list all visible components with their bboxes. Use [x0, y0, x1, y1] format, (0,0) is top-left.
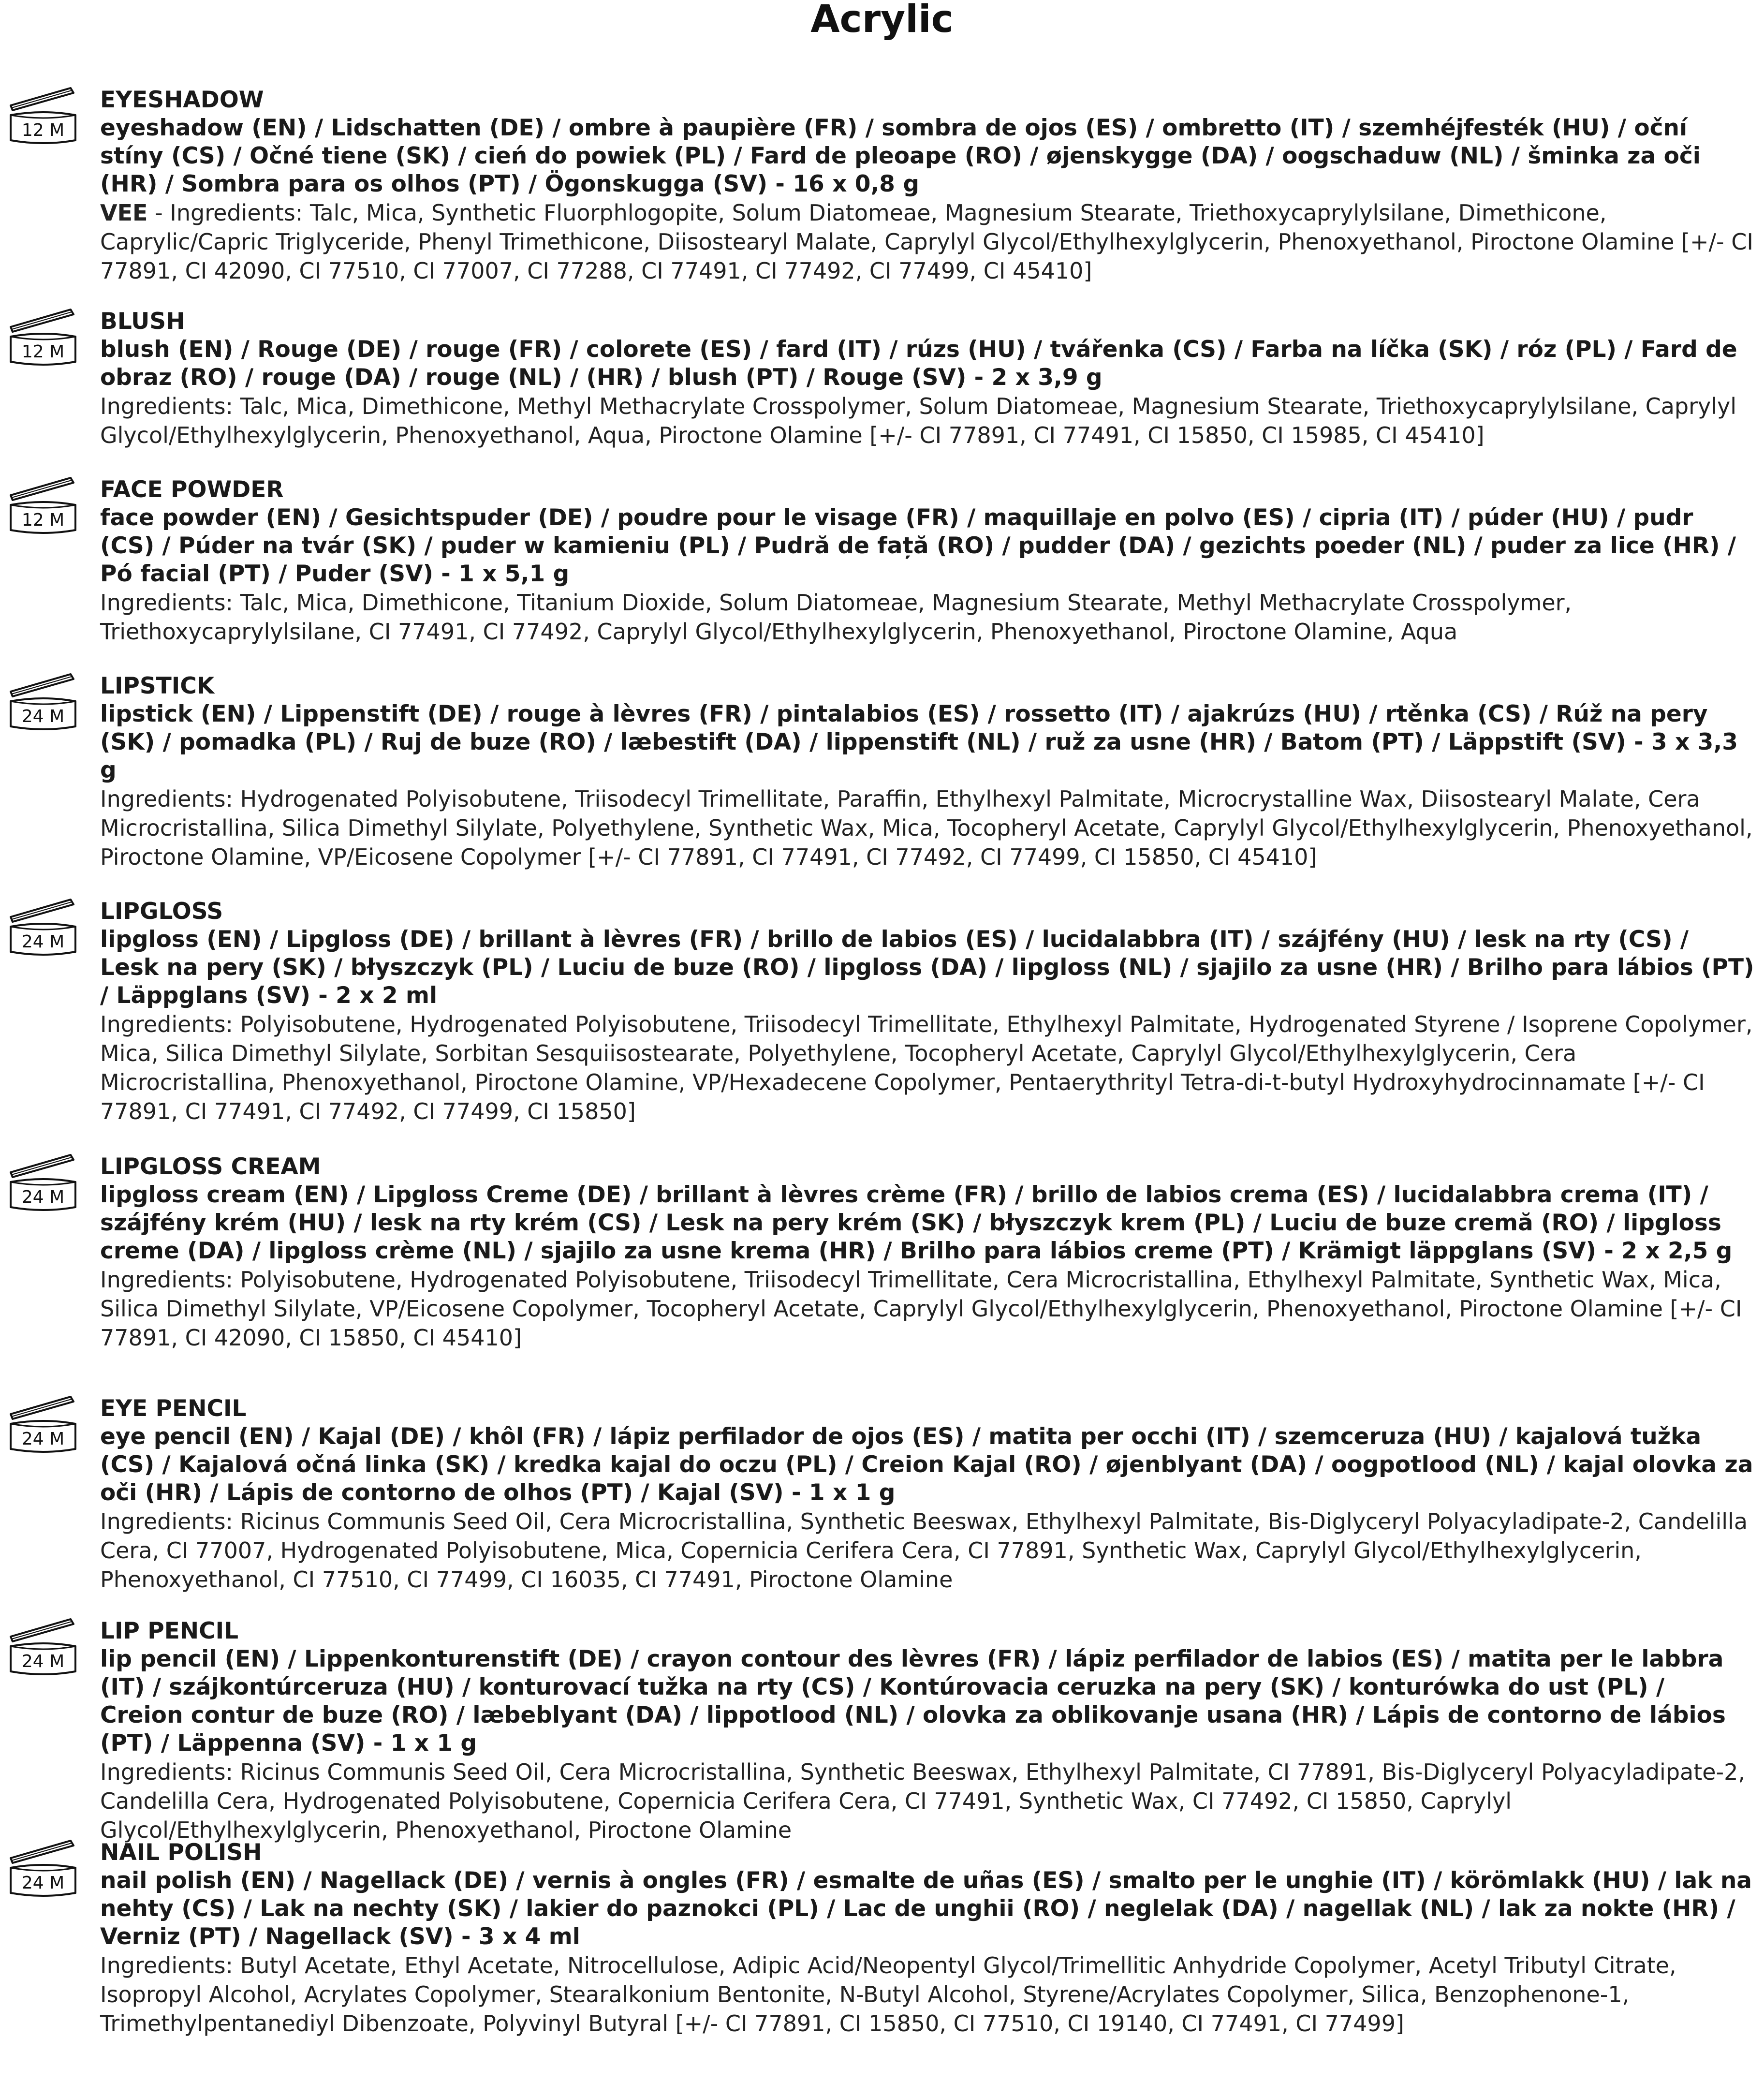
product-translations: eyeshadow (EN) / Lidschatten (DE) / ombre à paupière (FR) / sombra de ojos (ES) / ombretto (IT) / szemhéjfesték (HU) / oční stíny (CS) / Očné tiene (SK) / cień do powiek (PL) / Fard de pleoape (RO) / øjenskygge (DA) / oogschaduw (NL) / šminka za oči (HR) / Sombra para os olhos (PT) / Ögonskugga (SV) - 16 x 0,8 g	[100, 115, 1701, 197]
ingredients-list: Ingredients: Butyl Acetate, Ethyl Acetate, Nitrocellulose, Adipic Acid/Neopentyl Glycol/Trimellitic Anhydride Copolymer, Acetyl Tributyl Citrate, Isopropyl Alcohol, Acrylates Copolymer, Stearalkonium Bentonite, N-Butyl Alcohol, Styrene/Acrylates Copolymer, Silica, Benzophenone-1, Trimethylpentanediyl Dibenzoate, Polyvinyl Butyral [+/- CI 77891, CI 15850, CI 77510, CI 19140, CI 77491, CI 77499]	[100, 1952, 1676, 2037]
pao-symbol	[7, 1839, 79, 1902]
pao-period-label: 12 M	[21, 120, 65, 140]
product-name: BLUSH	[100, 308, 185, 335]
product-name: LIPGLOSS CREAM	[100, 1153, 321, 1180]
pao-period-label: 12 M	[21, 510, 65, 530]
open-jar-icon	[7, 672, 79, 735]
open-jar-icon	[7, 1839, 79, 1902]
ingredients-list: Ingredients: Polyisobutene, Hydrogenated Polyisobutene, Triisodecyl Trimellitate, Ethylhexyl Palmitate, Hydrogenated Styrene / Isoprene Copolymer, Mica, Silica Dimethyl Silylate, Sorbitan Sesquiisostearate, Polyethylene, Tocopheryl Acetate, Caprylyl Glycol/Ethylhexylglycerin, Cera Microcristallina, Phenoxyethanol, Piroctone Olamine, VP/Hexadecene Copolymer, Pentaerythrityl Tetra-di-t-butyl Hydroxyhydrocinnamate [+/- CI 77891, CI 77491, CI 77492, CI 77499, CI 15850]	[100, 1011, 1753, 1124]
ingredients-list: Ingredients: Talc, Mica, Dimethicone, Titanium Dioxide, Solum Diatomeae, Magnesium Stearate, Methyl Methacrylate Crosspolymer, Triethoxycaprylylsilane, CI 77491, CI 77492, Caprylyl Glycol/Ethylhexylglycerin, Phenoxyethanol, Piroctone Olamine, Aqua	[100, 590, 1572, 645]
ingredients-list: Ingredients: Talc, Mica, Dimethicone, Methyl Methacrylate Crosspolymer, Solum Diatomeae, Magnesium Stearate, Triethoxycaprylylsilane, Caprylyl Glycol/Ethylhexylglycerin, Phenoxyethanol, Aqua, Piroctone Olamine [+/- CI 77891, CI 77491, CI 15850, CI 15985, CI 45410]	[100, 393, 1737, 448]
open-jar-icon	[7, 476, 79, 539]
open-jar-icon	[7, 898, 79, 960]
product-translations: lip pencil (EN) / Lippenkonturenstift (DE) / crayon contour des lèvres (FR) / lápiz perfilador de labios (ES) / matita per le labbra (IT) / szájkontúrceruza (HU) / konturovací tužka na rty (CS) / Kontúrovacia ceruzka na pery (SK) / konturówka do ust (PL) / Creion contur de buze (RO) / læbeblyant (DA) / lippotlood (NL) / olovka za oblikovanje usana (HR) / Lápis de contorno de lábios (PT) / Läppenna (SV) - 1 x 1 g	[100, 1646, 1726, 1757]
pao-symbol	[7, 86, 79, 149]
pao-symbol	[7, 672, 79, 735]
pao-period-label: 12 M	[21, 342, 65, 362]
product-name: EYE PENCIL	[100, 1395, 247, 1422]
product-translations: nail polish (EN) / Nagellack (DE) / vernis à ongles (FR) / esmalte de uñas (ES) / smalto per le unghie (IT) / körömlakk (HU) / lak na nehty (CS) / Lak na nechty (SK) / lakier do paznokci (PL) / Lac de unghii (RO) / neglelak (DA) / nagellak (NL) / lak za nokte (HR) / Verniz (PT) / Nagellack (SV) - 3 x 4 ml	[100, 1867, 1752, 1950]
ingredients-list: Ingredients: Ricinus Communis Seed Oil, Cera Microcristallina, Synthetic Beeswax, Ethylhexyl Palmitate, Bis-Diglyceryl Polyacyladipate-2, Candelilla Cera, CI 77007, Hydrogenated Polyisobutene, Mica, Copernicia Cerifera Cera, CI 77891, Synthetic Wax, Caprylyl Glycol/Ethylhexylglycerin, Phenoxyethanol, CI 77510, CI 77499, CI 16035, CI 77491, Piroctone Olamine	[100, 1508, 1748, 1593]
product-name: LIPSTICK	[100, 673, 215, 699]
ingredients-text	[100, 1507, 1754, 1594]
open-jar-icon	[7, 1153, 79, 1216]
pao-symbol	[7, 1395, 79, 1458]
pao-period-label: 24 M	[21, 1187, 65, 1207]
ingredients-prefix: VEE	[100, 200, 148, 226]
product-name: LIPGLOSS	[100, 898, 223, 925]
ingredients-text	[100, 784, 1754, 871]
product-name: FACE POWDER	[100, 476, 284, 503]
open-jar-icon	[7, 308, 79, 370]
ingredients-list: Ingredients: Ricinus Communis Seed Oil, Cera Microcristallina, Synthetic Beeswax, Ethylhexyl Palmitate, CI 77891, Bis-Diglyceryl Polyacyladipate-2, Candelilla Cera, Hydrogenated Polyisobutene, Copernicia Cerifera Cera, CI 77491, Synthetic Wax, CI 77492, CI 15850, Caprylyl Glycol/Ethylhexylglycerin, Phenoxyethanol, Piroctone Olamine	[100, 1759, 1746, 1843]
open-jar-icon	[7, 86, 79, 149]
ingredients-text	[100, 198, 1754, 285]
ingredients-text	[100, 588, 1754, 646]
pao-period-label: 24 M	[21, 1873, 65, 1893]
product-name: NAIL POLISH	[100, 1839, 262, 1866]
ingredients-text	[100, 1265, 1754, 1352]
pao-period-label: 24 M	[21, 1429, 65, 1449]
product-translations: lipgloss (EN) / Lipgloss (DE) / brillant à lèvres (FR) / brillo de labios (ES) / lucidalabbra (IT) / szájfény (HU) / lesk na rty (CS) / Lesk na pery (SK) / błyszczyk (PL) / Luciu de buze (RO) / lipgloss (DA) / lipgloss (NL) / sjajilo za usne (HR) / Brilho para lábios (PT) / Läppglans (SV) - 2 x 2 ml	[100, 926, 1754, 1009]
open-jar-icon	[7, 1395, 79, 1458]
pao-symbol	[7, 898, 79, 960]
product-translations: face powder (EN) / Gesichtspuder (DE) / poudre pour le visage (FR) / maquillaje en polvo (ES) / cipria (IT) / púder (HU) / pudr (CS) / Púder na tvár (SK) / puder w kamieniu (PL) / Pudră de față (RO) / pudder (DA) / gezichts poeder (NL) / puder za lice (HR) / Pó facial (PT) / Puder (SV) - 1 x 5,1 g	[100, 504, 1736, 587]
pao-period-label: 24 M	[21, 707, 65, 726]
open-jar-icon	[7, 1617, 79, 1680]
pao-period-label: 24 M	[21, 932, 65, 952]
pao-symbol	[7, 1153, 79, 1216]
product-translations: lipgloss cream (EN) / Lipgloss Creme (DE) / brillant à lèvres crème (FR) / brillo de labios crema (ES) / lucidalabbra crema (IT) / szájfény krém (HU) / lesk na rty krém (CS) / Lesk na pery krém (SK) / błyszczyk krem (PL) / Luciu de buze cremă (RO) / lipgloss creme (DA) / lipgloss crème (NL) / sjajilo za usne krema (HR) / Brilho para lábios creme (PT) / Krämigt läppglans (SV) - 2 x 2,5 g	[100, 1181, 1733, 1264]
ingredients-text	[100, 1951, 1754, 2038]
ingredients-text	[100, 1757, 1754, 1845]
product-translations: eye pencil (EN) / Kajal (DE) / khôl (FR) / lápiz perfilador de ojos (ES) / matita per occhi (IT) / szemceruza (HU) / kajalová tužka (CS) / Kajalová očná linka (SK) / kredka kajal do oczu (PL) / Creion Kajal (RO) / øjenblyant (DA) / oogpotlood (NL) / kajal olovka za oči (HR) / Lápis de contorno de olhos (PT) / Kajal (SV) - 1 x 1 g	[100, 1423, 1753, 1506]
product-name: EYESHADOW	[100, 87, 264, 113]
ingredients-text	[100, 392, 1754, 450]
page-title: Acrylic	[810, 0, 954, 41]
product-translations: lipstick (EN) / Lippenstift (DE) / rouge à lèvres (FR) / pintalabios (ES) / rossetto (IT) / ajakrúzs (HU) / rtěnka (CS) / Rúž na pery (SK) / pomadka (PL) / Ruj de buze (RO) / læbestift (DA) / lippenstift (NL) / ruž za usne (HR) / Batom (PT) / Läppstift (SV) - 3 x 3,3 g	[100, 701, 1738, 783]
ingredients-list: - Ingredients: Talc, Mica, Synthetic Fluorphlogopite, Solum Diatomeae, Magnesium Stearate, Triethoxycaprylylsilane, Dimethicone, Caprylic/Capric Triglyceride, Phenyl Trimethicone, Diisostearyl Malate, Caprylyl Glycol/Ethylhexylglycerin, Phenoxyethanol, Piroctone Olamine [+/- CI 77891, CI 42090, CI 77510, CI 77007, CI 77288, CI 77491, CI 77492, CI 77499, CI 45410]	[100, 200, 1753, 284]
pao-symbol	[7, 308, 79, 370]
ingredients-text	[100, 1010, 1754, 1126]
pao-symbol	[7, 476, 79, 539]
ingredients-list: Ingredients: Polyisobutene, Hydrogenated Polyisobutene, Triisodecyl Trimellitate, Cera Microcristallina, Ethylhexyl Palmitate, Synthetic Wax, Mica, Silica Dimethyl Silylate, VP/Eicosene Copolymer, Tocopheryl Acetate, Caprylyl Glycol/Ethylhexylglycerin, Phenoxyethanol, Piroctone Olamine [+/- CI 77891, CI 42090, CI 15850, CI 45410]	[100, 1267, 1742, 1351]
pao-period-label: 24 M	[21, 1652, 65, 1671]
ingredients-list: Ingredients: Hydrogenated Polyisobutene, Triisodecyl Trimellitate, Paraffin, Ethylhexyl Palmitate, Microcrystalline Wax, Diisostearyl Malate, Cera Microcristallina, Silica Dimethyl Silylate, Polyethylene, Synthetic Wax, Mica, Tocopheryl Acetate, Caprylyl Glycol/Ethylhexylglycerin, Phenoxyethanol, Piroctone Olamine, VP/Eicosene Copolymer [+/- CI 77891, CI 77491, CI 77492, CI 77499, CI 15850, CI 45410]	[100, 786, 1753, 870]
product-name: LIP PENCIL	[100, 1618, 239, 1644]
pao-symbol	[7, 1617, 79, 1680]
product-translations: blush (EN) / Rouge (DE) / rouge (FR) / colorete (ES) / fard (IT) / rúzs (HU) / tvářenka (CS) / Farba na líčka (SK) / róz (PL) / Fard de obraz (RO) / rouge (DA) / rouge (NL) / (HR) / blush (PT) / Rouge (SV) - 2 x 3,9 g	[100, 336, 1737, 391]
